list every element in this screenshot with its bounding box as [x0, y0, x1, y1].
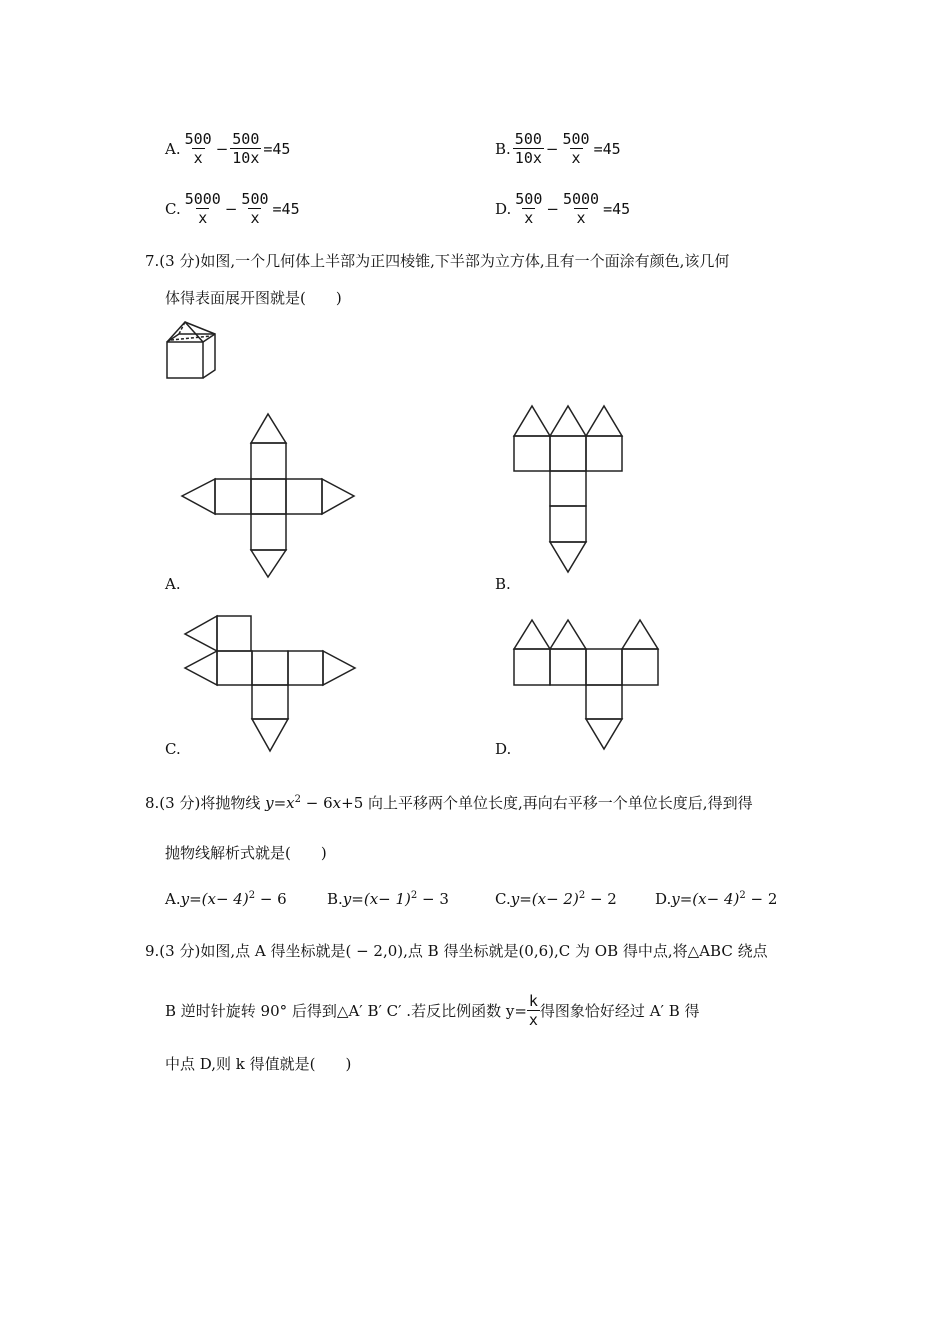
net-b: [510, 404, 625, 576]
fraction: $\frac{500}{x}$: [515, 190, 543, 227]
net-d-label: D.: [495, 740, 512, 758]
q6-option-d: D. $\frac{500}{x}$ − $\frac{5000}{x}$ =45: [495, 190, 631, 227]
q8-stem-line2: 抛物线解析式就是( ): [165, 844, 327, 862]
net-a-label: A.: [165, 575, 181, 593]
fraction: $\frac{500}{x}$: [241, 190, 269, 227]
q8-stem-line1: 8.(3 分)将抛物线 $y=x^2 - 6x+5$ 向上平移两个单位长度,再向右平移一个单位长度后,得到得: [145, 794, 753, 812]
q8-option-a: $A.y=(x- 4)^2 - 6$: [165, 890, 287, 908]
net-c: [182, 614, 357, 754]
q8-option-d: $D.y=(x- 4)^2 - 2$: [655, 890, 778, 908]
fraction: $\frac{500}{10x}$: [514, 130, 542, 167]
q8-option-c: $C.y=(x- 2)^2 - 2$: [495, 890, 617, 908]
fraction: $\frac{5000}{x}$: [562, 190, 600, 227]
q9-stem-line2: B 逆时针旋转 90° 后得到△A′ B′ C′ .若反比例函数 y= $\frac{k}{x}$ 得图象恰好经过 A′ B 得: [165, 992, 700, 1029]
q6-option-a: A. $\frac{500}{x}$ − $\frac{500}{10x}$ =45: [165, 130, 291, 167]
q6-option-c: C. $\frac{5000}{x}$ − $\frac{500}{x}$ =45: [165, 190, 300, 227]
net-b-label: B.: [495, 575, 511, 593]
net-a: [180, 412, 360, 582]
fraction: $\frac{5000}{x}$: [184, 190, 221, 227]
fraction: $\frac{500}{x}$: [184, 130, 212, 167]
fraction: $\frac{500}{x}$: [562, 130, 590, 167]
net-d: [512, 618, 662, 753]
q7-stem-line2: 体得表面展开图就是( ): [165, 289, 342, 307]
net-c-label: C.: [165, 740, 181, 758]
q9-stem-line3: 中点 D,则 k 得值就是( ): [165, 1055, 352, 1073]
q6-option-b: B. $\frac{500}{10x}$ − $\frac{500}{x}$ =45: [495, 130, 621, 167]
q7-stem-line1: 7.(3 分)如图,一个几何体上半部为正四棱锥,下半部为立方体,且有一个面涂有颜色,该几何: [145, 252, 730, 270]
q9-stem-line1: 9.(3 分)如图,点 A 得坐标就是( − 2,0),点 B 得坐标就是(0,6),C 为 OB 得中点,将△ABC 绕点: [145, 942, 768, 960]
fraction-k-over-x: $\frac{k}{x}$: [528, 992, 538, 1029]
q8-option-b: $B.y=(x- 1)^2 - 3$: [327, 890, 449, 908]
fraction: $\frac{500}{10x}$: [232, 130, 260, 167]
solid-figure: [160, 316, 220, 382]
